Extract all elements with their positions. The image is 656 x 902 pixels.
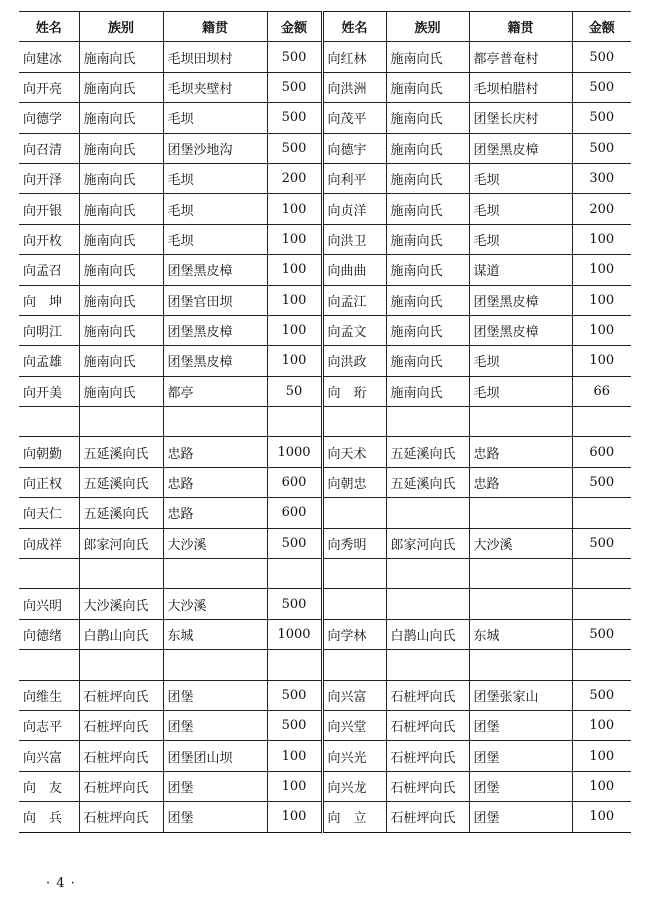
cell-clan-right: 石桩坪向氏	[386, 741, 469, 771]
cell-amount-right: 500	[572, 133, 631, 163]
table-row	[19, 650, 631, 680]
cell-amount-right	[572, 589, 631, 619]
cell-clan-right: 白鹊山向氏	[386, 619, 469, 649]
cell-origin-left: 忠路	[163, 467, 267, 497]
cell-amount-right: 100	[572, 255, 631, 285]
cell-clan-right: 施南向氏	[386, 315, 469, 345]
cell-origin-right: 毛坝	[469, 224, 572, 254]
cell-amount-right: 100	[572, 224, 631, 254]
cell-clan-left: 施南向氏	[79, 103, 163, 133]
cell-clan-right: 施南向氏	[386, 346, 469, 376]
cell-origin-right: 谋道	[469, 255, 572, 285]
cell-amount-right: 66	[572, 376, 631, 406]
cell-amount-left: 50	[267, 376, 322, 406]
cell-name-left: 向 友	[19, 771, 79, 801]
cell-amount-left: 500	[267, 72, 322, 102]
cell-amount-right: 200	[572, 194, 631, 224]
table-body	[19, 42, 631, 832]
cell-clan-right	[386, 650, 469, 680]
cell-name-right: 向利平	[322, 163, 386, 193]
cell-clan-right: 施南向氏	[386, 103, 469, 133]
cell-origin-left: 毛坝	[163, 163, 267, 193]
cell-origin-right: 忠路	[469, 467, 572, 497]
cell-clan-right: 五延溪向氏	[386, 437, 469, 467]
cell-origin-left: 毛坝夹壁村	[163, 72, 267, 102]
cell-clan-right	[386, 407, 469, 437]
cell-origin-left	[163, 650, 267, 680]
cell-origin-left: 大沙溪	[163, 589, 267, 619]
cell-amount-right	[572, 559, 631, 589]
cell-amount-right	[572, 498, 631, 528]
cell-origin-left: 忠路	[163, 437, 267, 467]
cell-clan-left: 施南向氏	[79, 255, 163, 285]
table-row	[19, 741, 631, 771]
header-clan-right: 族别	[386, 12, 469, 42]
cell-clan-right: 施南向氏	[386, 133, 469, 163]
table-row	[19, 72, 631, 102]
cell-name-right: 向兴堂	[322, 710, 386, 740]
cell-clan-right: 郎家河向氏	[386, 528, 469, 558]
cell-name-left: 向朝勤	[19, 437, 79, 467]
cell-name-left: 向 兵	[19, 802, 79, 832]
cell-name-right: 向洪卫	[322, 224, 386, 254]
cell-name-right: 向朝忠	[322, 467, 386, 497]
cell-amount-right: 100	[572, 710, 631, 740]
cell-origin-left: 忠路	[163, 498, 267, 528]
cell-clan-right: 施南向氏	[386, 72, 469, 102]
cell-amount-left: 100	[267, 255, 322, 285]
cell-clan-left: 白鹊山向氏	[79, 619, 163, 649]
cell-name-left	[19, 650, 79, 680]
cell-name-right: 向兴龙	[322, 771, 386, 801]
cell-name-left: 向开美	[19, 376, 79, 406]
cell-origin-left: 东城	[163, 619, 267, 649]
cell-amount-right: 100	[572, 771, 631, 801]
cell-origin-left: 团堡黑皮樟	[163, 315, 267, 345]
cell-clan-left: 施南向氏	[79, 285, 163, 315]
cell-name-right: 向孟文	[322, 315, 386, 345]
cell-clan-right	[386, 589, 469, 619]
cell-amount-right: 500	[572, 680, 631, 710]
cell-origin-right: 都亭普奄村	[469, 42, 572, 72]
cell-origin-right	[469, 650, 572, 680]
cell-origin-right: 东城	[469, 619, 572, 649]
cell-origin-right	[469, 407, 572, 437]
cell-clan-right: 石桩坪向氏	[386, 802, 469, 832]
table-row	[19, 163, 631, 193]
cell-name-left	[19, 559, 79, 589]
header-origin-left: 籍贯	[163, 12, 267, 42]
cell-amount-left: 1000	[267, 619, 322, 649]
cell-name-left: 向 坤	[19, 285, 79, 315]
cell-amount-left: 100	[267, 802, 322, 832]
cell-origin-right: 团堡张家山	[469, 680, 572, 710]
donation-table	[19, 11, 631, 833]
cell-clan-right: 石桩坪向氏	[386, 710, 469, 740]
table-row	[19, 680, 631, 710]
cell-origin-right: 毛坝	[469, 163, 572, 193]
cell-origin-left: 团堡黑皮樟	[163, 346, 267, 376]
cell-name-right: 向孟江	[322, 285, 386, 315]
header-amount-left: 金额	[267, 12, 322, 42]
cell-origin-right: 毛坝	[469, 346, 572, 376]
cell-clan-right: 施南向氏	[386, 255, 469, 285]
cell-amount-left: 100	[267, 285, 322, 315]
cell-origin-right: 团堡黑皮樟	[469, 285, 572, 315]
cell-name-left: 向开亮	[19, 72, 79, 102]
cell-amount-left	[267, 559, 322, 589]
cell-clan-left: 石桩坪向氏	[79, 802, 163, 832]
cell-name-right: 向天术	[322, 437, 386, 467]
cell-amount-right: 500	[572, 103, 631, 133]
cell-clan-left	[79, 559, 163, 589]
cell-amount-left: 100	[267, 741, 322, 771]
cell-name-left: 向志平	[19, 710, 79, 740]
cell-name-left: 向正权	[19, 467, 79, 497]
cell-name-right: 向洪政	[322, 346, 386, 376]
cell-origin-left: 毛坝	[163, 224, 267, 254]
cell-amount-right	[572, 407, 631, 437]
table-row	[19, 802, 631, 832]
cell-name-left: 向开枚	[19, 224, 79, 254]
table-row	[19, 498, 631, 528]
cell-amount-left: 500	[267, 103, 322, 133]
cell-name-right: 向 珩	[322, 376, 386, 406]
cell-clan-right: 石桩坪向氏	[386, 680, 469, 710]
table-row	[19, 376, 631, 406]
cell-name-right	[322, 559, 386, 589]
table-row	[19, 407, 631, 437]
cell-clan-right: 施南向氏	[386, 163, 469, 193]
cell-origin-right: 团堡	[469, 741, 572, 771]
cell-name-left: 向开泽	[19, 163, 79, 193]
cell-name-left: 向德绪	[19, 619, 79, 649]
header-clan-left: 族别	[79, 12, 163, 42]
cell-amount-left: 100	[267, 194, 322, 224]
cell-origin-left: 团堡团山坝	[163, 741, 267, 771]
cell-amount-right: 100	[572, 802, 631, 832]
cell-amount-left: 100	[267, 224, 322, 254]
cell-name-left: 向德学	[19, 103, 79, 133]
cell-clan-left: 施南向氏	[79, 133, 163, 163]
cell-name-right: 向茂平	[322, 103, 386, 133]
cell-origin-left: 毛坝	[163, 194, 267, 224]
cell-amount-right: 100	[572, 285, 631, 315]
table-row	[19, 589, 631, 619]
cell-clan-left: 五延溪向氏	[79, 437, 163, 467]
cell-clan-left: 施南向氏	[79, 346, 163, 376]
cell-name-right: 向 立	[322, 802, 386, 832]
cell-origin-right	[469, 559, 572, 589]
cell-name-right: 向洪洲	[322, 72, 386, 102]
cell-name-left: 向召清	[19, 133, 79, 163]
cell-clan-left	[79, 650, 163, 680]
page-number: · 4 ·	[46, 876, 76, 891]
cell-origin-left: 团堡	[163, 680, 267, 710]
cell-clan-left: 五延溪向氏	[79, 467, 163, 497]
cell-clan-left: 施南向氏	[79, 163, 163, 193]
cell-origin-left: 毛坝	[163, 103, 267, 133]
cell-origin-right: 团堡黑皮樟	[469, 315, 572, 345]
table-header-row	[19, 12, 631, 42]
cell-amount-left: 100	[267, 315, 322, 345]
cell-origin-left	[163, 407, 267, 437]
table-row	[19, 133, 631, 163]
cell-amount-left	[267, 650, 322, 680]
cell-name-right	[322, 589, 386, 619]
cell-origin-right: 团堡黑皮樟	[469, 133, 572, 163]
cell-name-right	[322, 407, 386, 437]
cell-name-left: 向成祥	[19, 528, 79, 558]
cell-clan-left: 施南向氏	[79, 315, 163, 345]
cell-origin-left: 团堡	[163, 802, 267, 832]
cell-amount-left: 1000	[267, 437, 322, 467]
cell-clan-left: 施南向氏	[79, 72, 163, 102]
cell-amount-left	[267, 407, 322, 437]
cell-name-left: 向开银	[19, 194, 79, 224]
table-row	[19, 224, 631, 254]
cell-clan-left: 五延溪向氏	[79, 498, 163, 528]
cell-origin-right: 忠路	[469, 437, 572, 467]
cell-name-right: 向红林	[322, 42, 386, 72]
cell-clan-left: 石桩坪向氏	[79, 680, 163, 710]
cell-clan-left: 施南向氏	[79, 224, 163, 254]
cell-origin-right	[469, 589, 572, 619]
cell-amount-right: 500	[572, 528, 631, 558]
cell-origin-left: 团堡	[163, 710, 267, 740]
header-amount-right: 金额	[572, 12, 631, 42]
cell-clan-left: 施南向氏	[79, 376, 163, 406]
cell-name-left: 向建冰	[19, 42, 79, 72]
cell-origin-right	[469, 498, 572, 528]
table-row	[19, 710, 631, 740]
cell-amount-left: 500	[267, 589, 322, 619]
cell-name-left	[19, 407, 79, 437]
table-row	[19, 346, 631, 376]
cell-name-left: 向明江	[19, 315, 79, 345]
cell-amount-left: 600	[267, 498, 322, 528]
cell-amount-right: 500	[572, 619, 631, 649]
table-row	[19, 255, 631, 285]
cell-origin-right: 毛坝	[469, 376, 572, 406]
cell-clan-right: 施南向氏	[386, 194, 469, 224]
cell-name-right: 向曲曲	[322, 255, 386, 285]
cell-name-left: 向维生	[19, 680, 79, 710]
cell-origin-left: 团堡官田坝	[163, 285, 267, 315]
cell-clan-right	[386, 498, 469, 528]
cell-clan-left: 郎家河向氏	[79, 528, 163, 558]
cell-clan-left: 施南向氏	[79, 194, 163, 224]
cell-origin-left: 团堡沙地沟	[163, 133, 267, 163]
cell-clan-right	[386, 559, 469, 589]
cell-amount-right	[572, 650, 631, 680]
header-origin-right: 籍贯	[469, 12, 572, 42]
cell-clan-left: 大沙溪向氏	[79, 589, 163, 619]
cell-origin-left: 团堡黑皮樟	[163, 255, 267, 285]
table-row	[19, 194, 631, 224]
cell-name-right	[322, 498, 386, 528]
cell-origin-left: 团堡	[163, 771, 267, 801]
table-row	[19, 559, 631, 589]
cell-amount-right: 100	[572, 741, 631, 771]
cell-amount-right: 100	[572, 346, 631, 376]
cell-name-left: 向孟召	[19, 255, 79, 285]
cell-clan-right: 石桩坪向氏	[386, 771, 469, 801]
cell-clan-right: 施南向氏	[386, 285, 469, 315]
cell-clan-right: 施南向氏	[386, 224, 469, 254]
cell-origin-left: 毛坝田坝村	[163, 42, 267, 72]
cell-amount-left: 500	[267, 42, 322, 72]
cell-name-right	[322, 650, 386, 680]
cell-origin-right: 毛坝	[469, 194, 572, 224]
cell-clan-right: 施南向氏	[386, 376, 469, 406]
header-name-right: 姓名	[322, 12, 386, 42]
cell-origin-right: 毛坝柏腊村	[469, 72, 572, 102]
cell-name-right: 向兴富	[322, 680, 386, 710]
cell-amount-right: 300	[572, 163, 631, 193]
cell-origin-right: 团堡长庆村	[469, 103, 572, 133]
cell-origin-right: 团堡	[469, 771, 572, 801]
table-row	[19, 285, 631, 315]
cell-origin-left: 大沙溪	[163, 528, 267, 558]
cell-amount-left: 100	[267, 771, 322, 801]
cell-clan-left: 施南向氏	[79, 42, 163, 72]
cell-amount-left: 500	[267, 133, 322, 163]
table-row	[19, 42, 631, 72]
cell-clan-right: 施南向氏	[386, 42, 469, 72]
cell-name-left: 向天仁	[19, 498, 79, 528]
table-row	[19, 528, 631, 558]
cell-amount-right: 500	[572, 467, 631, 497]
cell-clan-left	[79, 407, 163, 437]
cell-amount-left: 500	[267, 680, 322, 710]
table-row	[19, 103, 631, 133]
table-row	[19, 619, 631, 649]
table-row	[19, 315, 631, 345]
cell-amount-left: 500	[267, 710, 322, 740]
cell-origin-right: 团堡	[469, 802, 572, 832]
header-name-left: 姓名	[19, 12, 79, 42]
cell-amount-left: 500	[267, 528, 322, 558]
cell-clan-left: 石桩坪向氏	[79, 771, 163, 801]
cell-name-right: 向兴光	[322, 741, 386, 771]
cell-name-right: 向学林	[322, 619, 386, 649]
cell-name-left: 向兴明	[19, 589, 79, 619]
cell-name-right: 向德宇	[322, 133, 386, 163]
cell-amount-right: 600	[572, 437, 631, 467]
cell-clan-left: 石桩坪向氏	[79, 741, 163, 771]
cell-amount-right: 100	[572, 315, 631, 345]
cell-amount-left: 600	[267, 467, 322, 497]
cell-origin-right: 团堡	[469, 710, 572, 740]
cell-amount-right: 500	[572, 42, 631, 72]
table-row	[19, 771, 631, 801]
cell-name-left: 向孟雄	[19, 346, 79, 376]
cell-name-right: 向贞洋	[322, 194, 386, 224]
cell-clan-left: 石桩坪向氏	[79, 710, 163, 740]
cell-amount-left: 100	[267, 346, 322, 376]
cell-amount-left: 200	[267, 163, 322, 193]
table-row	[19, 467, 631, 497]
cell-name-left: 向兴富	[19, 741, 79, 771]
cell-origin-left: 都亭	[163, 376, 267, 406]
table-row	[19, 437, 631, 467]
cell-origin-left	[163, 559, 267, 589]
cell-clan-right: 五延溪向氏	[386, 467, 469, 497]
cell-amount-right: 500	[572, 72, 631, 102]
cell-name-right: 向秀明	[322, 528, 386, 558]
cell-origin-right: 大沙溪	[469, 528, 572, 558]
